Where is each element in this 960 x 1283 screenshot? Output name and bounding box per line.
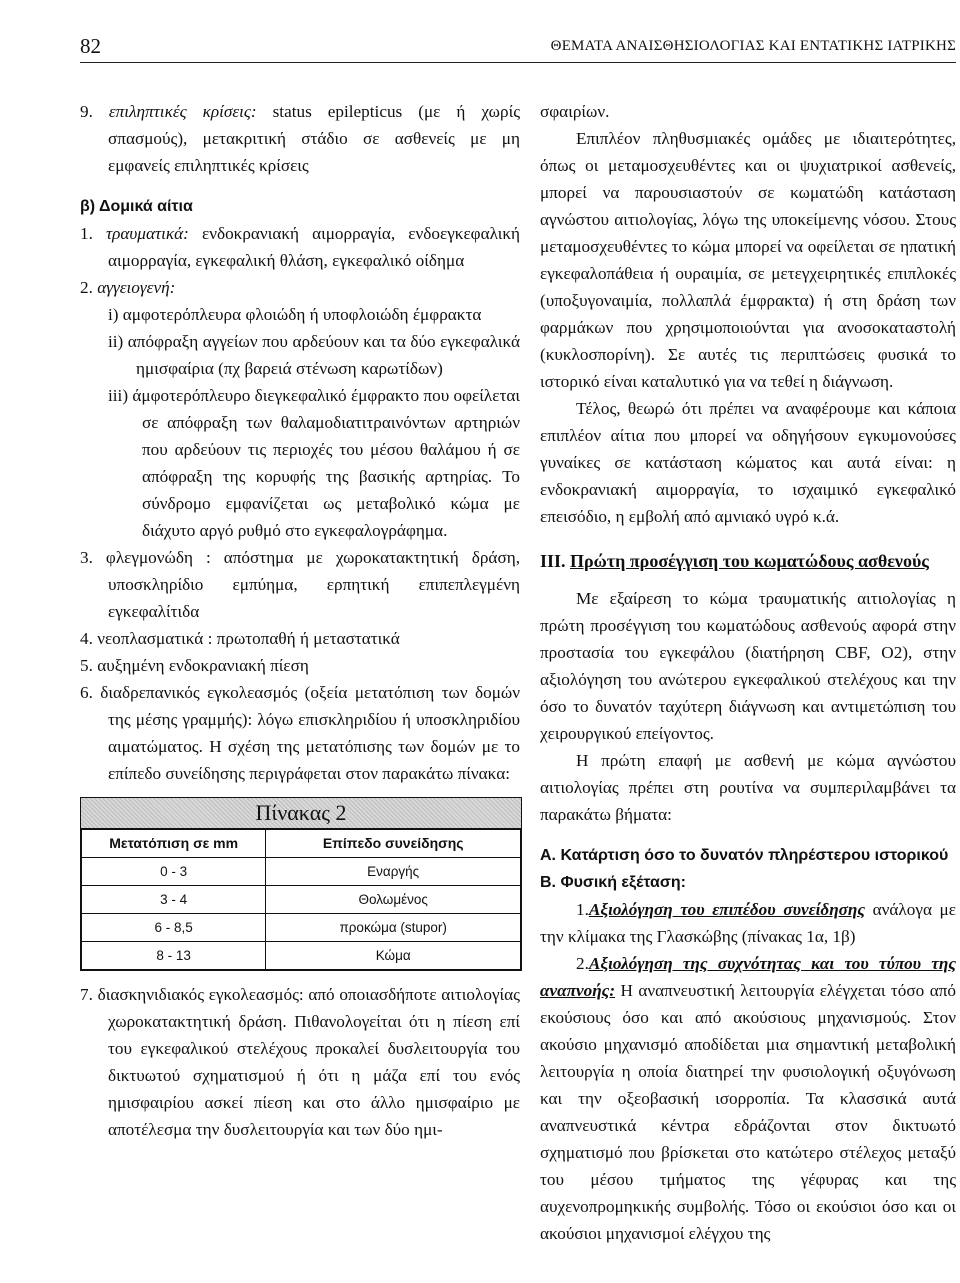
table-cell: Θολωμένος	[266, 886, 521, 914]
table-cell: 0 - 3	[82, 858, 266, 886]
list-item-5: 5. αυξημένη ενδοκρανιακή πίεση	[80, 656, 309, 675]
paragraph: Η πρώτη επαφή με ασθενή με κώμα αγνώστου αιτιολογίας πρέπει στη ρουτίνα να συμπεριλαμβάνει τα παρακάτω βήματα:	[540, 751, 956, 824]
list-subitem-ii: ii) απόφραξη αγγείων που αρδεύουν και τα δύο εγκεφαλικά ημισφαίρια (πχ βαρειά στένωση καρωτίδων)	[108, 332, 520, 378]
table-cell: 3 - 4	[82, 886, 266, 914]
section-heading: III. Πρώτη προσέγγιση του κωματώδους ασθενούς	[540, 551, 929, 571]
table-cell: 8 - 13	[82, 942, 266, 970]
list-item-7: 7. διασκηνιδιακός εγκολεασμός: από οποιασδήποτε αιτιολογίας χωροκατακτητική δράση. Πιθανολογείται ότι η πίεση επί του εγκεφαλικού στελέχους προκαλεί δυσλειτουργία του δικτυωτού σχηματισμού ή ότι η μάζα επί του ενός ημισφαιρίου ασκεί πίεση και στο άλλο ημισφαίριο με αποτέλεσμα την δυσλειτουργία και των δύο ημι-	[80, 985, 520, 1139]
table-title: Πίνακας 2	[81, 798, 521, 829]
page-number: 82	[80, 34, 101, 58]
term: Αξιολόγηση της συχνότητας και του τύπου της αναπνοής:	[540, 954, 956, 1000]
list-item-4: 4. νεοπλασματικά : πρωτοπαθή ή μεταστατικά	[80, 629, 400, 648]
subsection-heading: Β. Φυσική εξέταση:	[540, 874, 686, 891]
list-item-6: 6. διαδρεπανικός εγκολεασμός (οξεία μετατόπιση των δομών της μέσης γραμμής): λόγω επισκληριδίου ή υποσκληριδίου αιματώματος. Η σχέση της μετατόπισης των δομών με το επίπεδο συνείδησης περιγράφεται στον παρακάτω πίνακα:	[80, 683, 520, 783]
column-header: Επίπεδο συνείδησης	[266, 830, 521, 858]
table-cell: Εναργής	[266, 858, 521, 886]
term: αγγειογενή:	[97, 278, 176, 297]
list-item-3: 3. φλεγμονώδη : απόστημα με χωροκατακτητική δράση, υποσκληρίδιο εμπύημα, ερπητική επιπεπλεγμένη εγκεφαλίτιδα	[80, 548, 520, 621]
continued-text: σφαιρίων.	[540, 102, 610, 121]
list-item-2: 2. αγγειογενή:	[80, 278, 176, 297]
table-row	[82, 858, 521, 886]
term: Αξιολόγηση του επιπέδου συνείδησης	[588, 900, 866, 919]
list-subitem-iii: iii) άμφοτερόπλευρο διεγκεφαλικό έμφρακτο που οφείλεται σε απόφραξη των θαλαμοδιατιτραινόντων αρτηριών που αρδεύουν τις περιοχές του μέσου θαλάμου ή σε απόφραξη της κορυφής της βασικής αρτηρίας. Το σύνδρομο εμφανίζεται ως μεταβολικό κώμα με διάχυτο αργό ρυθμό στο εγκεφαλογράφημα.	[108, 386, 520, 540]
paragraph: Με εξαίρεση το κώμα τραυματικής αιτιολογίας η πρώτη προσέγγιση του κωματώδους ασθενούς αφορά στην προστασία του εγκεφάλου (διατήρηση CBF, O2), στην αξιολόγηση του ανώτερου εγκεφαλικού στελέχους και την όσο το δυνατόν ταχύτερη διάγνωση και αντιμετώπιση του χειρουργικού επείγοντος.	[540, 589, 956, 743]
shift-consciousness-table	[81, 829, 521, 970]
paragraph: Επιπλέον πληθυσμιακές ομάδες με ιδιαιτερότητες, όπως οι μεταμοσχευθέντες και οι ψυχιατρικοί ασθενείς, μπορεί να παρουσιαστούν σε κωματώδη κατάσταση αγνώστου αιτιολογίας, λόγω της υποκείμενης νόσου. Στους μεταμοσχευθέντες το κώμα μπορεί να οφείλεται σε ηπατική εγκεφαλοπάθεια ή ουραιμία, σε μετεγχειρητικές επιπλοκές (υποξυγοναιμία, πολλαπλά έμφρακτα) ή στη δράση των φαρμάκων που χρησιμοποιούνται για ανοσοκαταστολή (κυκλοσπορίνη). Σε αυτές τις περιπτώσεις φυσικά το ιστορικό είναι καταλυτικό για να τεθεί η διάγνωση.	[540, 129, 956, 391]
term: επιληπτικές κρίσεις:	[108, 102, 257, 121]
subsection-heading: Α. Κατάρτιση όσο το δυνατόν πληρέστερου ιστορικού	[540, 847, 949, 864]
left-column	[80, 98, 520, 1143]
table-cell: Κώμα	[266, 942, 521, 970]
running-title: ΘΕΜΑΤΑ ΑΝΑΙΣΘΗΣΙΟΛΟΓΙΑΣ ΚΑΙ ΕΝΤΑΤΙΚΗΣ ΙΑΤΡΙΚΗΣ	[550, 38, 956, 54]
subsection-heading: β) Δομικά αίτια	[80, 198, 193, 215]
term: τραυματικά:	[106, 224, 189, 243]
table-row	[82, 914, 521, 942]
exam-step-2: 2.Αξιολόγηση της συχνότητας και του τύπου της αναπνοής: Η αναπνευστική λειτουργία ελέγχεται τόσο από εκούσιους όσο και από ακούσιους μηχανισμούς. Στον ακούσιο μηχανισμό αποδίδεται μια σημαντική μεταβολική λειτουργία η οποία διατηρεί την φυσιολογική οξυγόνωση και την οξεοβασική ισορροπία. Τα κλασσικά αυτά αναπνευστικά κέντρα εδράζονται στον δικτυωτό σχηματισμό που βρίσκεται στο κατώτερο στέλεχος μεταξύ του μέσου τμήματος της γέφυρας και της αυχενοπρομηκικής συμβολής. Τόσο οι εκούσιοι όσο και οι ακούσιοι μηχανισμοί ελέγχου της	[540, 954, 956, 1243]
table-cell: 6 - 8,5	[82, 914, 266, 942]
exam-step-1: 1.Αξιολόγηση του επιπέδου συνείδησης ανάλογα με την κλίμακα της Γλασκώβης (πίνακας 1α, 1β)	[540, 900, 956, 946]
table-row	[82, 886, 521, 914]
table-cell: προκώμα (stupor)	[266, 914, 521, 942]
right-column	[540, 98, 956, 1247]
table-2	[80, 797, 522, 971]
list-item-9: 9. επιληπτικές κρίσεις: status epilepticus (με ή χωρίς σπασμούς), μετακριτική στάδιο σε ασθενείς με μη εμφανείς επιληπτικές κρίσεις	[80, 102, 520, 175]
table-header-row	[82, 830, 521, 858]
page-header	[80, 34, 956, 63]
paragraph: Τέλος, θεωρώ ότι πρέπει να αναφέρουμε και κάποια επιπλέον αίτια που μπορεί να οδηγήσουν εγκυμονούσες γυναίκες σε κατάσταση κώματος και αυτά είναι: η ενδοκρανιακή αιμορραγία, το ισχαιμικό εγκεφαλικό επεισόδιο, η εμβολή από αμνιακό υγρό κ.ά.	[540, 399, 956, 526]
column-header: Μετατόπιση σε mm	[82, 830, 266, 858]
list-item-1: 1. τραυματικά: ενδοκρανιακή αιμορραγία, ενδοεγκεφαλική αιμορραγία, εγκεφαλική θλάση, εγκεφαλικό οίδημα	[80, 224, 520, 270]
list-subitem-i: i) αμφοτερόπλευρα φλοιώδη ή υποφλοιώδη έμφρακτα	[108, 305, 482, 324]
table-row	[82, 942, 521, 970]
